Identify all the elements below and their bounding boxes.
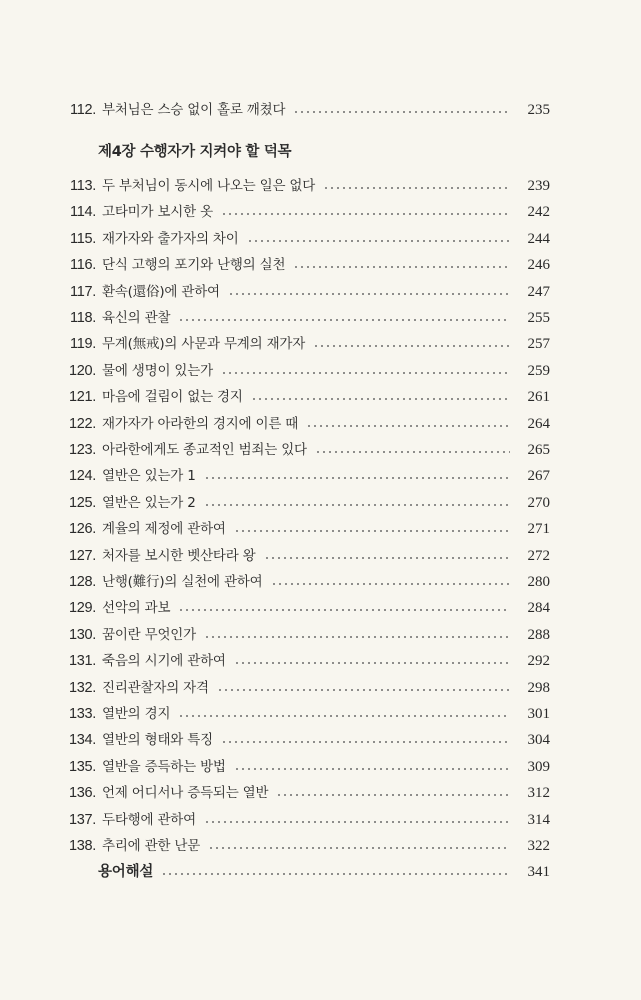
entry-number: 130.	[68, 626, 96, 643]
entry-title: 처자를 보시한 벳산타라 왕	[102, 547, 256, 564]
entry-title: 열반의 경지	[102, 706, 171, 722]
entry-page: 322	[527, 838, 550, 854]
dot-leader	[178, 319, 510, 321]
entry-title: 열반은 있는가 1	[102, 468, 196, 485]
dot-leader	[204, 477, 510, 479]
entry-number: 115.	[70, 230, 96, 247]
entry-title: 계율의 제정에 관하여	[102, 521, 226, 538]
entry-number: 135.	[68, 758, 96, 775]
entry-title: 진리관찰자의 자격	[102, 679, 209, 696]
toc-entry	[60, 332, 550, 356]
dot-leader	[306, 425, 510, 427]
toc-entry	[60, 517, 550, 541]
toc-entry	[60, 491, 550, 515]
dot-leader	[234, 662, 510, 664]
entry-title: 아라한에게도 종교적인 범죄는 있다	[102, 442, 307, 458]
entry-page: 284	[527, 600, 550, 617]
entry-title: 두타행에 관하여	[102, 811, 196, 828]
entry-page: 264	[527, 415, 550, 432]
toc-entry	[60, 438, 550, 462]
entry-title: 죽음의 시기에 관하여	[102, 653, 226, 670]
entry-number: 133.	[68, 706, 96, 722]
dot-leader	[276, 794, 510, 796]
dot-leader	[221, 213, 510, 215]
toc-entry	[60, 755, 550, 779]
entry-number: 136.	[68, 785, 96, 802]
entry-page: 288	[527, 626, 550, 643]
toc-entry	[60, 227, 550, 251]
dot-leader	[247, 240, 510, 242]
dot-leader	[217, 689, 510, 691]
entry-number: 134.	[68, 732, 96, 749]
toc-entry	[60, 834, 550, 858]
entry-page: 270	[527, 494, 550, 511]
dot-leader	[221, 741, 510, 743]
entry-number: 118.	[70, 310, 96, 326]
entry-page: 244	[527, 230, 550, 247]
entry-number: 112.	[70, 102, 96, 118]
toc-entry	[60, 781, 550, 805]
entry-page: 235	[527, 102, 550, 118]
entry-page: 242	[527, 204, 550, 221]
entry-title: 선악의 과보	[102, 600, 171, 617]
entry-number: 128.	[68, 574, 96, 590]
entry-number: 137.	[68, 811, 96, 828]
entry-title: 언제 어디서나 증득되는 열반	[102, 785, 269, 802]
entry-number: 122.	[68, 415, 96, 432]
entry-page: 298	[527, 679, 550, 696]
toc-entry-112	[60, 98, 550, 122]
entry-title: 추리에 관한 난문	[102, 838, 201, 854]
toc-entry	[60, 623, 550, 647]
toc-entry	[60, 412, 550, 436]
toc-entry	[60, 464, 550, 488]
entry-page: 267	[527, 468, 550, 485]
entry-title: 단식 고행의 포기와 난행의 실천	[102, 257, 286, 274]
entry-page: 304	[527, 732, 550, 749]
dot-leader	[313, 345, 510, 347]
dot-leader	[264, 557, 510, 559]
entry-title: 물에 생명이 있는가	[102, 362, 213, 379]
entry-page: 261	[527, 389, 550, 406]
entry-page: 255	[527, 310, 550, 326]
entry-page: 272	[527, 547, 550, 564]
entry-number: 119.	[70, 336, 96, 353]
entry-number: 131.	[68, 653, 96, 670]
entry-number: 116.	[70, 257, 96, 274]
dot-leader	[228, 293, 510, 295]
entry-number: 121.	[68, 389, 96, 406]
toc-entry	[60, 253, 550, 277]
dot-leader	[251, 398, 510, 400]
entry-page: 314	[527, 811, 550, 828]
toc-entry	[60, 728, 550, 752]
dot-leader	[221, 372, 510, 374]
toc-entry	[60, 676, 550, 700]
dot-leader	[208, 847, 510, 849]
entry-title: 열반을 증득하는 방법	[102, 758, 226, 775]
entry-number: 117.	[70, 283, 96, 300]
entry-number: 129.	[68, 600, 96, 617]
toc-entry	[60, 200, 550, 224]
dot-leader	[178, 609, 510, 611]
toc-entry	[60, 702, 550, 726]
entry-title: 재가자와 출가자의 차이	[102, 230, 239, 247]
entry-number: 125.	[68, 494, 96, 511]
dot-leader	[178, 715, 510, 717]
entry-page: 341	[527, 864, 550, 880]
dot-leader	[315, 451, 510, 453]
dot-leader	[293, 111, 510, 113]
entry-title: 육신의 관찰	[102, 310, 171, 326]
dot-leader	[204, 821, 510, 823]
entry-title: 꿈이란 무엇인가	[102, 626, 196, 643]
entry-title: 부처님은 스승 없이 홀로 깨쳤다	[102, 102, 286, 118]
entry-title: 무계(無戒)의 사문과 무계의 재가자	[102, 336, 306, 353]
entry-number: 132.	[68, 679, 96, 696]
entry-title: 고타미가 보시한 옷	[102, 204, 213, 221]
toc-entry-glossary	[98, 860, 550, 884]
entry-page: 280	[527, 574, 550, 590]
entry-title: 난행(難行)의 실천에 관하여	[102, 574, 263, 590]
entry-page: 246	[527, 257, 550, 274]
entry-page: 292	[527, 653, 550, 670]
dot-leader	[161, 873, 510, 875]
toc-entry	[60, 544, 550, 568]
entry-page: 271	[527, 521, 550, 538]
dot-leader	[234, 530, 510, 532]
entry-page: 265	[527, 442, 550, 458]
dot-leader	[271, 583, 511, 585]
entry-title: 두 부처님이 동시에 나오는 일은 없다	[102, 178, 316, 194]
entry-page: 301	[527, 706, 550, 722]
entry-number: 113.	[70, 178, 96, 194]
toc-entry	[60, 174, 550, 198]
entry-number: 123.	[68, 442, 96, 458]
entry-page: 247	[527, 283, 550, 300]
entry-title: 환속(還俗)에 관하여	[102, 283, 220, 300]
entry-page: 239	[527, 178, 550, 194]
entry-title: 용어해설	[98, 864, 154, 880]
dot-leader	[323, 187, 510, 189]
entry-number: 127.	[68, 547, 96, 564]
entry-number: 126.	[68, 521, 96, 538]
toc-entry	[60, 385, 550, 409]
toc-entry	[60, 359, 550, 383]
dot-leader	[234, 768, 510, 770]
toc-entry	[60, 808, 550, 832]
entry-title: 재가자가 아라한의 경지에 이른 때	[102, 415, 299, 432]
toc-entry	[60, 570, 550, 594]
dot-leader	[204, 504, 510, 506]
entry-page: 309	[527, 758, 550, 775]
entry-number: 120.	[68, 362, 96, 379]
entry-page: 259	[527, 362, 550, 379]
dot-leader	[204, 636, 510, 638]
toc-entry	[60, 649, 550, 673]
entry-number: 138.	[68, 838, 96, 854]
entry-page: 312	[527, 785, 550, 802]
entry-number: 114.	[70, 204, 96, 221]
entry-title: 열반의 형태와 특징	[102, 732, 213, 749]
toc-entry	[60, 280, 550, 304]
dot-leader	[293, 266, 510, 268]
entry-number: 124.	[68, 468, 96, 485]
toc-entry	[60, 596, 550, 620]
chapter-heading: 제4장 수행자가 지켜야 할 덕목	[98, 144, 292, 160]
entry-page: 257	[527, 336, 550, 353]
entry-title: 마음에 걸림이 없는 경지	[102, 389, 243, 406]
toc-entry	[60, 306, 550, 330]
entry-title: 열반은 있는가 2	[102, 494, 196, 511]
